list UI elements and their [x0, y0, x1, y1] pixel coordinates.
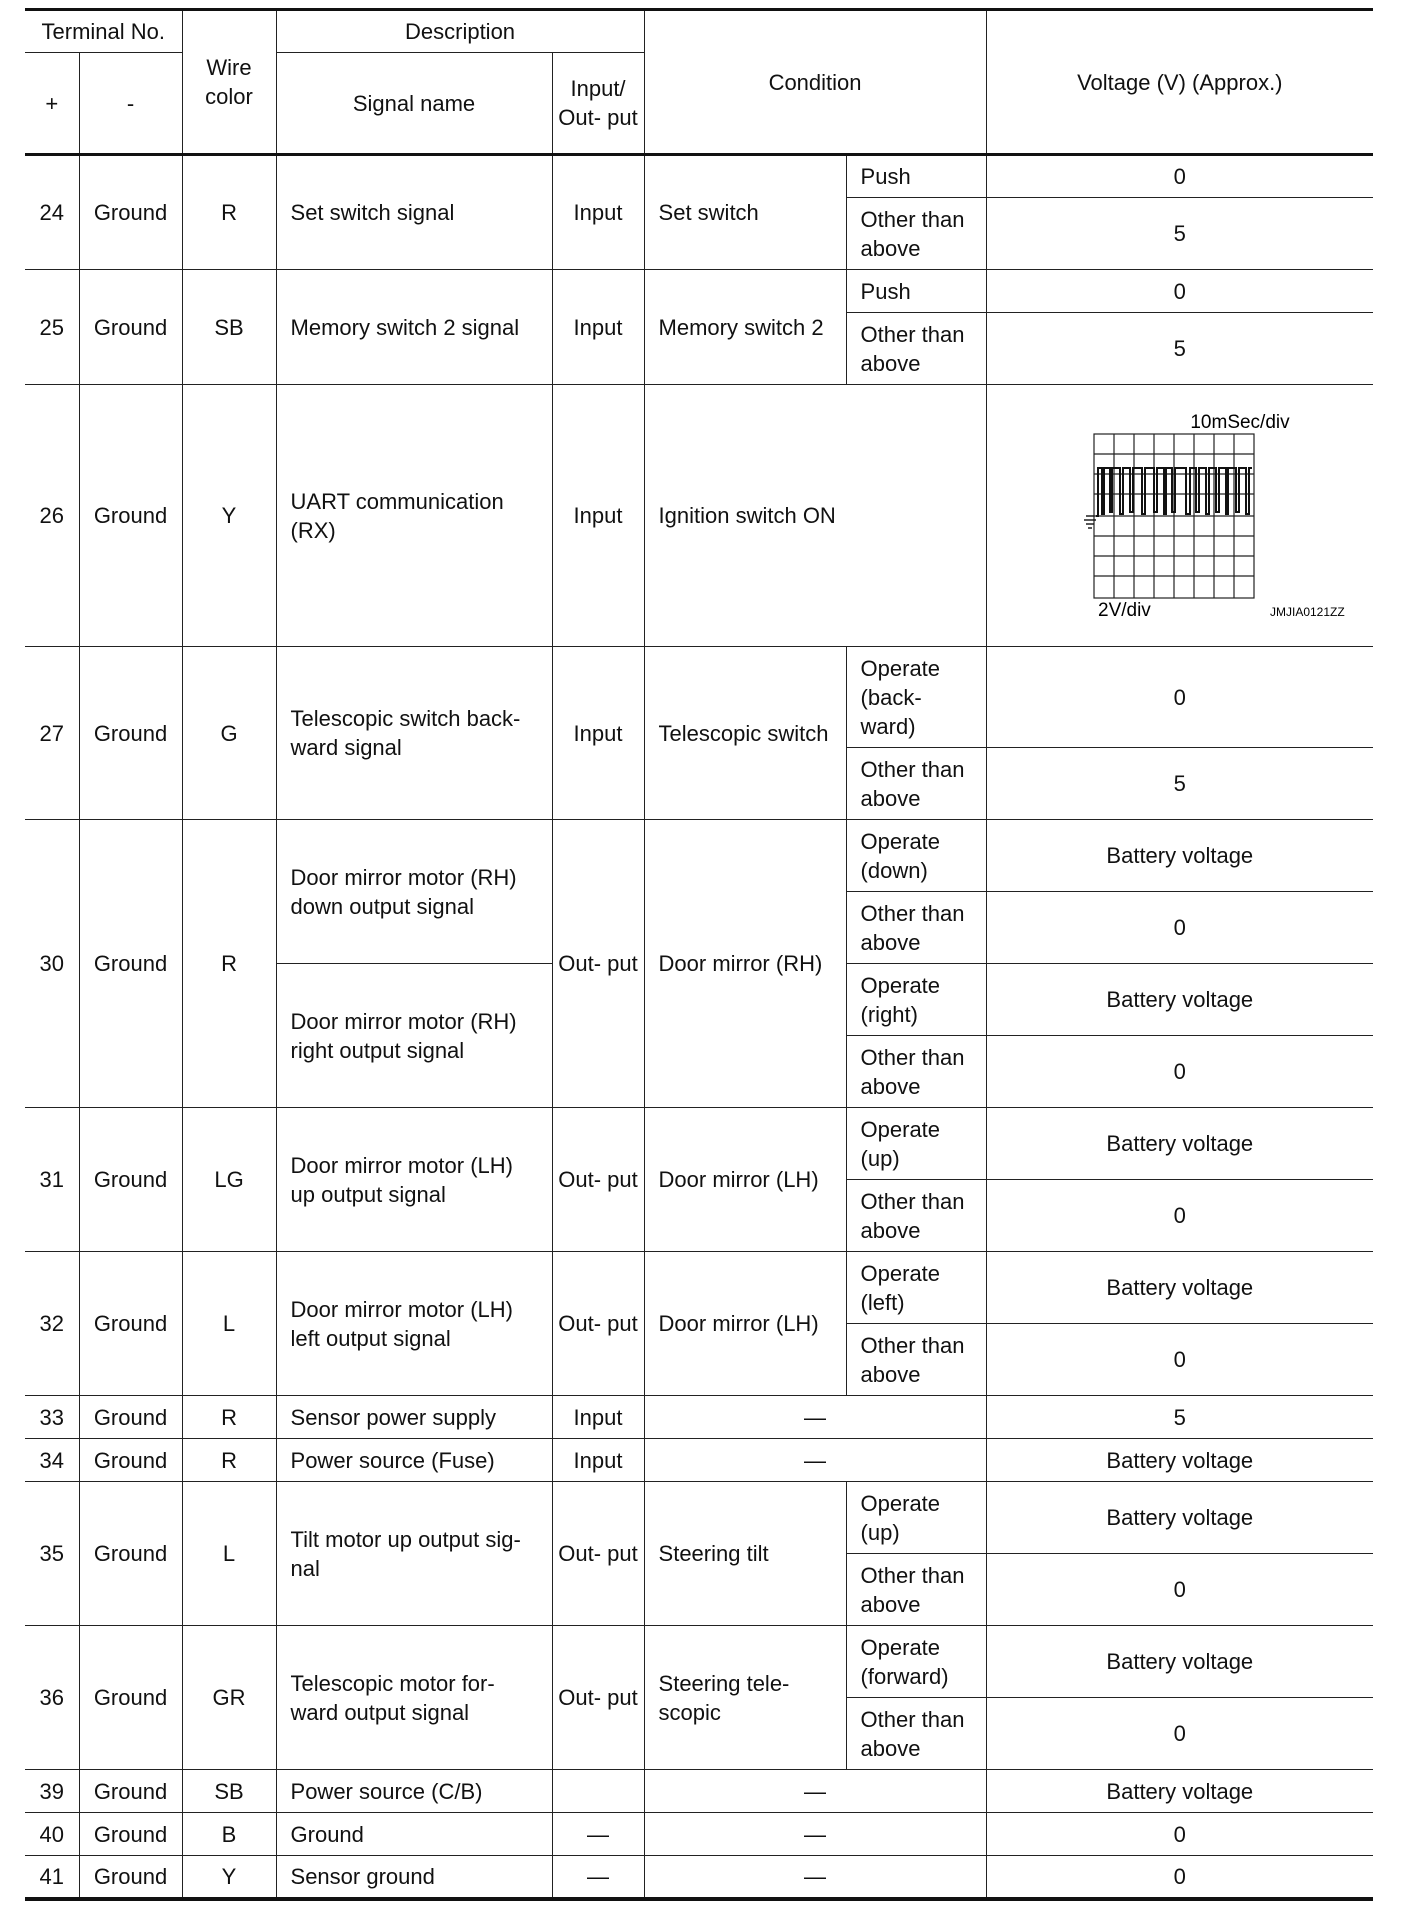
- condition: Ignition switch ON: [644, 385, 986, 647]
- signal-name: Door mirror motor (LH) left output signal: [276, 1252, 552, 1396]
- condition: Set switch: [644, 155, 846, 270]
- sub-condition: Operate (up): [846, 1108, 986, 1180]
- terminal-number: 32: [25, 1252, 79, 1396]
- terminal-number: 26: [25, 385, 79, 647]
- sub-condition: Other than above: [846, 1554, 986, 1626]
- terminal-number: 24: [25, 155, 79, 270]
- wire-color: Y: [182, 385, 276, 647]
- sub-condition: Other than above: [846, 1698, 986, 1770]
- wire-color: L: [182, 1482, 276, 1626]
- sub-condition: Operate (up): [846, 1482, 986, 1554]
- header-signal-name: Signal name: [276, 53, 552, 155]
- voltage-value: 5: [986, 748, 1373, 820]
- header-description: Description: [276, 10, 644, 53]
- oscilloscope-cell: [986, 385, 1373, 647]
- condition: —: [644, 1396, 986, 1439]
- terminal-number: 31: [25, 1108, 79, 1252]
- voltage-value: Battery voltage: [986, 964, 1373, 1036]
- signal-name: Ground: [276, 1813, 552, 1856]
- input-output: —: [552, 1813, 644, 1856]
- terminal-number: 25: [25, 270, 79, 385]
- condition: —: [644, 1813, 986, 1856]
- scope-figure-code: JMJIA0121ZZ: [1269, 604, 1345, 619]
- signal-name: Telescopic switch back- ward signal: [276, 647, 552, 820]
- signal-name: Power source (Fuse): [276, 1439, 552, 1482]
- terminal-number: 36: [25, 1626, 79, 1770]
- wire-color: SB: [182, 1770, 276, 1813]
- input-output: Input: [552, 385, 644, 647]
- wire-color: LG: [182, 1108, 276, 1252]
- terminal-ground: Ground: [79, 1482, 182, 1626]
- wire-color: SB: [182, 270, 276, 385]
- signal-name: UART communication (RX): [276, 385, 552, 647]
- sub-condition: Other than above: [846, 1180, 986, 1252]
- terminal-ground: Ground: [79, 270, 182, 385]
- terminal-number: 33: [25, 1396, 79, 1439]
- condition: Memory switch 2: [644, 270, 846, 385]
- condition: —: [644, 1856, 986, 1899]
- signal-name: Telescopic motor for- ward output signal: [276, 1626, 552, 1770]
- voltage-value: 5: [986, 1396, 1373, 1439]
- sub-condition: Other than above: [846, 1324, 986, 1396]
- voltage-value: 5: [986, 313, 1373, 385]
- condition: Door mirror (RH): [644, 820, 846, 1108]
- sub-condition: Other than above: [846, 1036, 986, 1108]
- sub-condition: Operate (right): [846, 964, 986, 1036]
- header-terminal-no: Terminal No.: [25, 10, 182, 53]
- condition: Door mirror (LH): [644, 1108, 846, 1252]
- input-output: Input: [552, 155, 644, 270]
- sub-condition: Operate (forward): [846, 1626, 986, 1698]
- voltage-value: Battery voltage: [986, 1770, 1373, 1813]
- terminal-ground: Ground: [79, 385, 182, 647]
- terminal-table-container: [25, 8, 1373, 1901]
- voltage-value: Battery voltage: [986, 1252, 1373, 1324]
- terminal-number: 40: [25, 1813, 79, 1856]
- wire-color: R: [182, 1439, 276, 1482]
- header-input-output: Input/ Out- put: [552, 53, 644, 155]
- terminal-ground: Ground: [79, 1856, 182, 1899]
- header-voltage: Voltage (V) (Approx.): [986, 10, 1373, 155]
- voltage-value: Battery voltage: [986, 1439, 1373, 1482]
- signal-name: Sensor power supply: [276, 1396, 552, 1439]
- sub-condition: Operate (down): [846, 820, 986, 892]
- voltage-value: 0: [986, 1180, 1373, 1252]
- signal-name: Power source (C/B): [276, 1770, 552, 1813]
- sub-condition: Other than above: [846, 198, 986, 270]
- voltage-value: Battery voltage: [986, 1626, 1373, 1698]
- condition: —: [644, 1770, 986, 1813]
- terminal-ground: Ground: [79, 1252, 182, 1396]
- header-minus: -: [79, 53, 182, 155]
- signal-name: Sensor ground: [276, 1856, 552, 1899]
- voltage-value: 0: [986, 1813, 1373, 1856]
- scope-time-div: 10mSec/div: [1190, 411, 1290, 433]
- signal-name: Door mirror motor (LH) up output signal: [276, 1108, 552, 1252]
- terminal-ground: Ground: [79, 1439, 182, 1482]
- wire-color: G: [182, 647, 276, 820]
- voltage-value: 5: [986, 198, 1373, 270]
- wire-color: B: [182, 1813, 276, 1856]
- condition: Steering tilt: [644, 1482, 846, 1626]
- terminal-ground: Ground: [79, 1770, 182, 1813]
- condition: Telescopic switch: [644, 647, 846, 820]
- terminal-ground: Ground: [79, 820, 182, 1108]
- sub-condition: Operate (back- ward): [846, 647, 986, 748]
- input-output: Input: [552, 1439, 644, 1482]
- signal-name: Set switch signal: [276, 155, 552, 270]
- wire-color: Y: [182, 1856, 276, 1899]
- voltage-value: 0: [986, 892, 1373, 964]
- input-output: Out- put: [552, 1108, 644, 1252]
- terminal-ground: Ground: [79, 647, 182, 820]
- oscilloscope-waveform: [1030, 406, 1345, 626]
- input-output: Out- put: [552, 1252, 644, 1396]
- wire-color: R: [182, 155, 276, 270]
- terminal-number: 39: [25, 1770, 79, 1813]
- input-output: Out- put: [552, 820, 644, 1108]
- wire-color: L: [182, 1252, 276, 1396]
- header-condition: Condition: [644, 10, 986, 155]
- sub-condition: Other than above: [846, 892, 986, 964]
- voltage-value: 0: [986, 1324, 1373, 1396]
- signal-name: Tilt motor up output sig- nal: [276, 1482, 552, 1626]
- terminal-number: 41: [25, 1856, 79, 1899]
- terminal-ground: Ground: [79, 1626, 182, 1770]
- voltage-value: 0: [986, 1036, 1373, 1108]
- sub-condition: Other than above: [846, 313, 986, 385]
- voltage-value: 0: [986, 270, 1373, 313]
- terminal-number: 30: [25, 820, 79, 1108]
- terminal-ground: Ground: [79, 155, 182, 270]
- wire-color: R: [182, 820, 276, 1108]
- voltage-value: 0: [986, 647, 1373, 748]
- terminal-number: 27: [25, 647, 79, 820]
- input-output: [552, 1770, 644, 1813]
- header-wire-color: Wire color: [182, 10, 276, 155]
- sub-condition: Push: [846, 270, 986, 313]
- scope-volt-div: 2V/div: [1097, 599, 1151, 621]
- condition: Door mirror (LH): [644, 1252, 846, 1396]
- wire-color: R: [182, 1396, 276, 1439]
- voltage-value: Battery voltage: [986, 1482, 1373, 1554]
- voltage-value: 0: [986, 155, 1373, 198]
- input-output: —: [552, 1856, 644, 1899]
- signal-name: Memory switch 2 signal: [276, 270, 552, 385]
- sub-condition: Push: [846, 155, 986, 198]
- signal-name: Door mirror motor (RH) down output signal: [276, 820, 552, 964]
- voltage-value: 0: [986, 1698, 1373, 1770]
- header-plus: +: [25, 53, 79, 155]
- terminal-ground: Ground: [79, 1396, 182, 1439]
- signal-name: Door mirror motor (RH) right output signal: [276, 964, 552, 1108]
- voltage-value: Battery voltage: [986, 820, 1373, 892]
- input-output: Input: [552, 647, 644, 820]
- condition: Steering tele- scopic: [644, 1626, 846, 1770]
- terminal-number: 34: [25, 1439, 79, 1482]
- terminal-ground: Ground: [79, 1813, 182, 1856]
- input-output: Out- put: [552, 1482, 644, 1626]
- terminal-table: [25, 8, 1373, 1901]
- condition: —: [644, 1439, 986, 1482]
- sub-condition: Operate (left): [846, 1252, 986, 1324]
- voltage-value: 0: [986, 1856, 1373, 1899]
- terminal-ground: Ground: [79, 1108, 182, 1252]
- input-output: Input: [552, 270, 644, 385]
- input-output: Input: [552, 1396, 644, 1439]
- terminal-number: 35: [25, 1482, 79, 1626]
- voltage-value: Battery voltage: [986, 1108, 1373, 1180]
- input-output: Out- put: [552, 1626, 644, 1770]
- sub-condition: Other than above: [846, 748, 986, 820]
- voltage-value: 0: [986, 1554, 1373, 1626]
- wire-color: GR: [182, 1626, 276, 1770]
